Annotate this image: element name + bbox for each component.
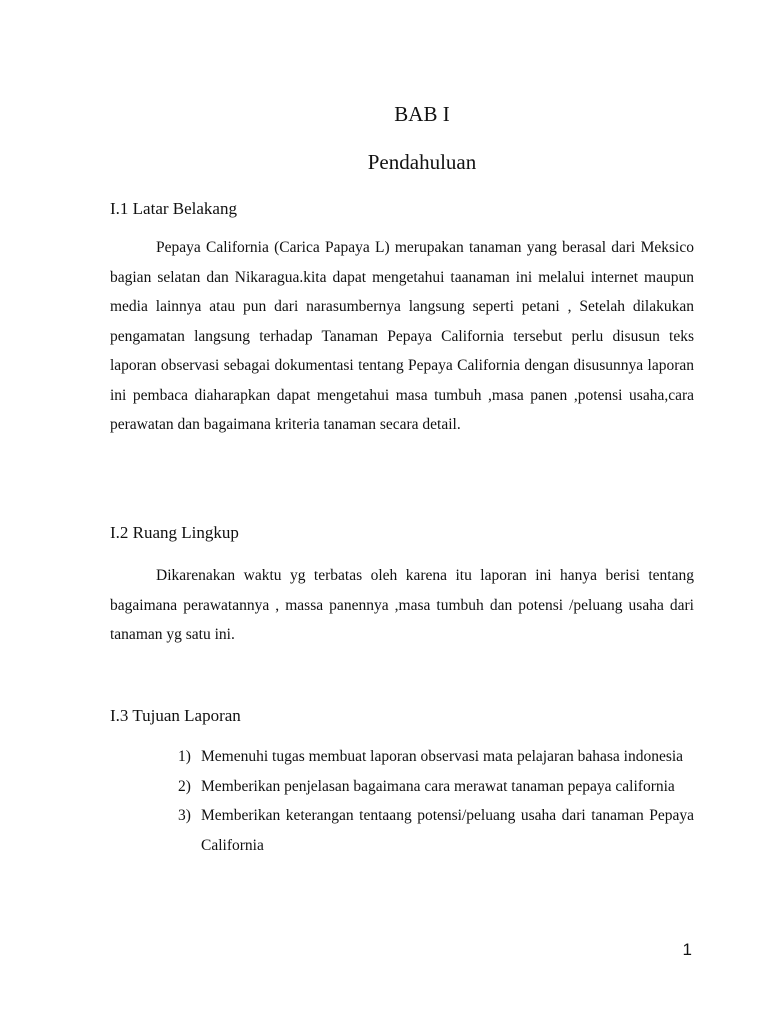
section-heading-ruang-lingkup: I.2 Ruang Lingkup <box>110 523 239 542</box>
chapter-title: Pendahuluan <box>367 150 477 174</box>
list-item-text: Memenuhi tugas membuat laporan observasi mata pelajaran bahasa indonesia <box>201 748 684 765</box>
list-item-text: Memberikan keterangan tentaang potensi/peluang usaha dari tanaman Pepaya California <box>201 807 694 854</box>
list-item-text: Memberikan penjelasan bagaimana cara merawat tanaman pepaya california <box>201 777 675 795</box>
page-number: 1 <box>682 940 692 959</box>
objectives-list <box>178 742 694 860</box>
section-heading-tujuan-laporan: I.3 Tujuan Laporan <box>110 706 241 725</box>
list-item <box>178 742 694 772</box>
list-item <box>178 772 694 802</box>
list-item-number: 2) <box>178 777 191 795</box>
section-heading-latar-belakang: I.1 Latar Belakang <box>110 199 237 218</box>
list-item-number: 1) <box>178 748 191 765</box>
paragraph-ruang-lingkup: Dikarenakan waktu yg terbatas oleh karena itu laporan ini hanya berisi tentang bagaimana perawatannya , massa panennya ,masa tumbuh dan potensi /peluang usaha dari tanaman yg satu ini. <box>110 567 694 643</box>
list-item-number: 3) <box>178 807 191 824</box>
chapter-number: BAB I <box>394 102 450 126</box>
list-item <box>178 801 694 860</box>
paragraph-latar-belakang: Pepaya California (Carica Papaya L) merupakan tanaman yang berasal dari Meksico bagian selatan dan Nikaragua.kita dapat mengetahui taanaman ini melalui internet maupun media lainnya atau pun dari narasumbernya langsung seperti petani , Setelah dilakukan pengamatan langsung terhadap Tanaman Pepaya California tersebut perlu disusun teks laporan observasi sebagai dokumentasi tentang Pepaya California dengan disusunnya laporan ini pembaca diaharapkan dapat mengetahui masa tumbuh ,masa panen ,potensi usaha,cara perawatan dan bagaimana kriteria tanaman secara detail. <box>110 239 694 433</box>
